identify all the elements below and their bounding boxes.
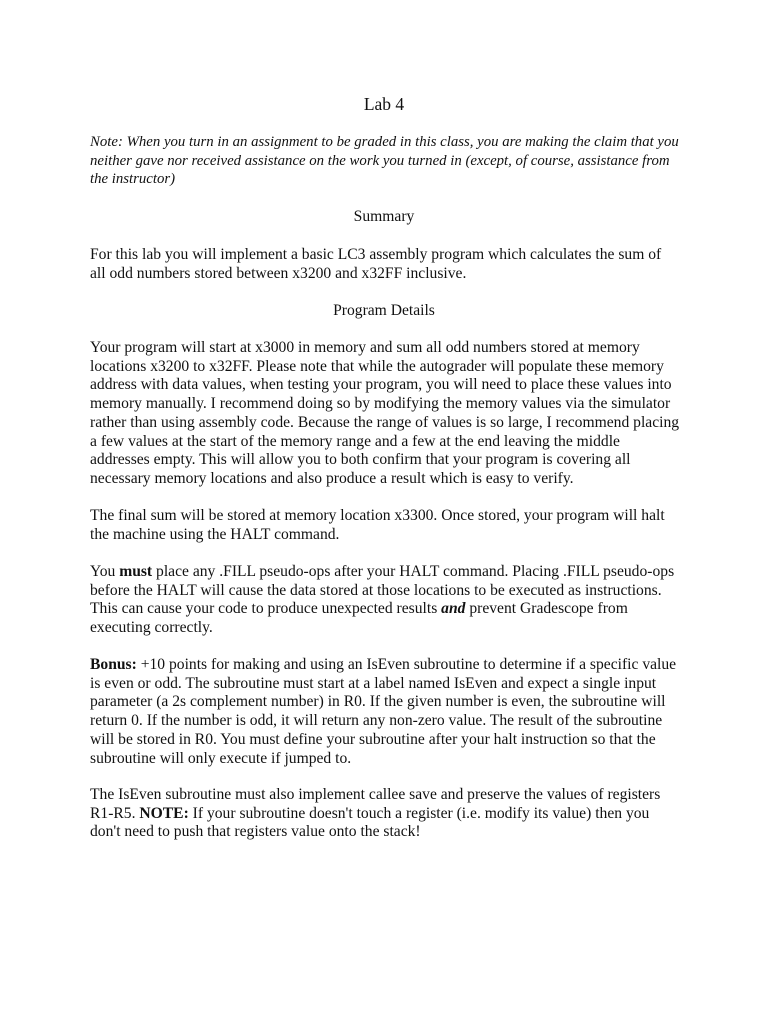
program-details-heading: Program Details <box>333 302 435 319</box>
honor-note: Note: When you turn in an assignment to be graded in this class, you are making the claim that you neither gave nor received assistance on the work you turned in (except, of course, assistance from the instructor) <box>90 134 679 188</box>
bonus-label: Bonus: <box>90 656 137 673</box>
fill-pseudo-ops-paragraph <box>90 563 680 638</box>
final-sum-paragraph: The final sum will be stored at memory location x3300. Once stored, your program will halt the machine using the HALT command. <box>90 507 665 543</box>
and-emphasis: and <box>441 600 466 618</box>
must-emphasis: must <box>119 563 153 580</box>
fill-lead-text: You <box>90 563 120 580</box>
summary-paragraph: For this lab you will implement a basic LC3 assembly program which calculates the sum of all odd numbers stored between x3200 and x32FF inclusive. <box>90 246 662 282</box>
summary-heading: Summary <box>353 208 415 225</box>
fill-mid-text: place any .FILL pseudo-ops after your HALT command. Placing .FILL pseudo-ops before the HALT will cause the data stored at those locations to be executed as instructions. This can cause your code to produce unexpected results <box>90 563 675 618</box>
fill-tail-text: prevent Gradescope from executing correctly. <box>90 600 628 637</box>
program-details-paragraph: Your program will start at x3000 in memory and sum all odd numbers stored at memory locations x3200 to x32FF. Please note that while the autograder will populate these memory address with data values, when testing your program, you will need to place these values into memory manually. I recommend doing so by modifying the memory values via the simulator rather than using assembly code. Because the range of values is so large, I recommend placing a few values at the start of the memory range and a few at the end leaving the middle addresses empty. This will allow you to both confirm that your program is covering all necessary memory locations and also produce a result which is easy to verify. <box>90 339 680 487</box>
iseven-lead-text: The IsEven subroutine must also implement callee save and preserve the values of registers R1-R5. <box>90 786 661 822</box>
document-title: Lab 4 <box>363 94 405 114</box>
iseven-paragraph <box>90 786 680 842</box>
note-label: NOTE: <box>139 804 189 822</box>
iseven-tail-text: If your subroutine doesn't touch a register (i.e. modify its value) then you don't need to push that registers value onto the stack! <box>90 804 650 841</box>
bonus-paragraph <box>90 656 680 768</box>
bonus-text: +10 points for making and using an IsEven subroutine to determine if a specific value is even or odd. The subroutine must start at a label named IsEven and expect a single input parameter (a 2s complement number) in R0. If the given number is even, the subroutine will return 0. If the number is odd, it will return any non-zero value. The result of the subroutine will be stored in R0. You must define your subroutine after your halt instruction so that the subroutine will only execute if jumped to. <box>90 656 677 767</box>
